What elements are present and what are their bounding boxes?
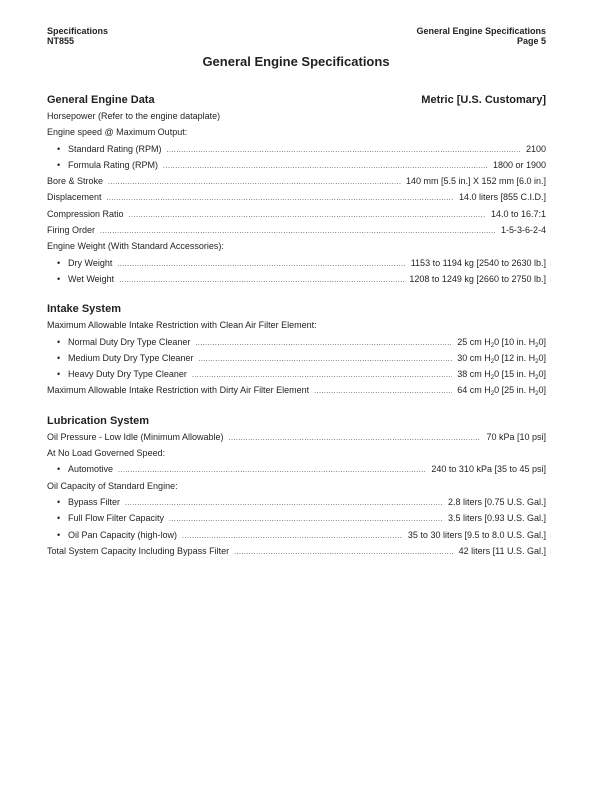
dot-leader	[314, 384, 452, 400]
spec-row-oil-pressure	[47, 429, 546, 445]
spec-label: Maximum Allowable Intake Restriction with Dirty Air Filter Element	[47, 385, 310, 396]
spec-row-heavy-duty	[47, 366, 546, 382]
bullet-icon: •	[57, 273, 61, 284]
spec-value: 240 to 310 kPa [35 to 45 psi]	[431, 464, 546, 475]
horsepower-note: Horsepower (Refer to the engine dataplate)	[47, 111, 221, 121]
dot-leader	[167, 143, 521, 159]
spec-value: 14.0 liters [855 C.I.D.]	[458, 192, 546, 203]
header-section-label: Specifications	[47, 26, 109, 36]
spec-value: 1-5-3-6-2-4	[500, 225, 546, 236]
spec-value: 2100	[525, 143, 546, 154]
spec-subheading	[47, 478, 546, 494]
section-title: Intake System	[47, 303, 121, 316]
spec-row-full-flow	[47, 510, 546, 526]
page-title: General Engine Specifications	[202, 54, 390, 69]
spec-value: 70 kPa [10 psi]	[486, 431, 546, 442]
running-header-right	[416, 26, 546, 46]
spec-label: Dry Weight	[68, 257, 113, 268]
bullet-icon: •	[57, 496, 61, 507]
spec-row-displacement	[47, 189, 546, 205]
spec-label: Oil Pan Capacity (high-low)	[68, 529, 178, 540]
spec-value: 3.5 liters [0.93 U.S. Gal.]	[447, 513, 546, 524]
spec-label: Wet Weight	[68, 273, 115, 284]
spec-row-dry-weight	[47, 255, 546, 271]
dot-leader	[169, 512, 443, 528]
bullet-icon: •	[57, 143, 61, 154]
spec-label: Bore & Stroke	[47, 176, 104, 187]
spec-note	[47, 108, 546, 124]
spec-row-bypass-filter	[47, 494, 546, 510]
spec-value: 1153 to 1194 kg [2540 to 2630 lb.]	[410, 257, 546, 268]
general-engine-data-heading	[47, 92, 546, 108]
spec-value: 14.0 to 16.7:1	[490, 208, 546, 219]
header-page-number: Page 5	[516, 36, 546, 46]
spec-row-dirty-filter	[47, 382, 546, 398]
spec-subheading	[47, 238, 546, 254]
spec-label: Firing Order	[47, 225, 96, 236]
spec-value: 38 cm $H_20$ [15 in. $H_20$]	[457, 369, 546, 382]
bullet-icon: •	[57, 513, 61, 524]
spec-label: Heavy Duty Dry Type Cleaner	[68, 369, 187, 380]
spec-subheading	[47, 445, 546, 461]
spec-row-total-system	[47, 543, 546, 559]
spec-row-normal-duty	[47, 334, 546, 350]
dot-leader	[195, 336, 452, 352]
spec-label: Automotive	[68, 464, 114, 475]
spec-label: Total System Capacity Including Bypass Filter	[47, 545, 230, 556]
dot-leader	[129, 208, 486, 224]
spec-row-medium-duty	[47, 350, 546, 366]
section-title: General Engine Data	[47, 94, 155, 106]
spec-value: 30 cm $H_20$ [12 in. $H_20$]	[457, 352, 546, 365]
spec-row-oil-pan	[47, 527, 546, 543]
units-heading: Metric [U.S. Customary]	[421, 94, 546, 106]
spec-row-compression-ratio	[47, 206, 546, 222]
spec-value: 25 cm $H_20$ [10 in. $H_20$]	[457, 336, 546, 349]
bullet-icon: •	[57, 336, 61, 347]
bullet-icon: •	[57, 159, 61, 170]
spec-label: Compression Ratio	[47, 208, 124, 219]
lubrication-system-heading	[47, 413, 546, 429]
spec-value: 1208 to 1249 kg [2660 to 2750 lb.]	[409, 273, 546, 284]
dot-leader	[198, 352, 452, 368]
spec-label: Oil Pressure - Low Idle (Minimum Allowable)	[47, 431, 224, 442]
running-header-left	[47, 26, 108, 46]
spec-row-bore-stroke	[47, 173, 546, 189]
dot-leader	[108, 175, 401, 191]
dot-leader	[125, 496, 443, 512]
bullet-icon: •	[57, 369, 61, 380]
spec-value: 140 mm [5.5 in.] X 152 mm [6.0 in.]	[405, 176, 546, 187]
spec-value: 35 to 30 liters [9.5 to 8.0 U.S. Gal.]	[407, 529, 546, 540]
spec-label: Normal Duty Dry Type Cleaner	[68, 336, 191, 347]
intake-system-heading	[47, 301, 546, 317]
spec-row-firing-order	[47, 222, 546, 238]
spec-value: 1800 or 1900	[492, 159, 546, 170]
bullet-icon: •	[57, 529, 61, 540]
spec-label: Formula Rating (RPM)	[68, 159, 159, 170]
dot-leader	[117, 257, 405, 273]
spec-label: Full Flow Filter Capacity	[68, 513, 165, 524]
spec-label: Displacement	[47, 192, 102, 203]
dot-leader	[119, 273, 404, 289]
oil-capacity-label: Oil Capacity of Standard Engine:	[47, 480, 178, 491]
section-title: Lubrication System	[47, 414, 150, 427]
dot-leader	[107, 191, 454, 207]
spec-subheading	[47, 317, 546, 333]
dot-leader	[229, 431, 482, 447]
spec-label: Bypass Filter	[68, 496, 121, 507]
spec-value: 64 cm $H_20$ [25 in. $H_20$]	[457, 385, 546, 398]
bullet-icon: •	[57, 352, 61, 363]
spec-row-formula-rating	[47, 157, 546, 173]
spec-label: Medium Duty Dry Type Cleaner	[68, 352, 194, 363]
spec-row-wet-weight	[47, 271, 546, 287]
spec-value: 2.8 liters [0.75 U.S. Gal.]	[447, 496, 546, 507]
spec-value: 42 liters [11 U.S. Gal.]	[458, 545, 546, 556]
spec-content	[47, 92, 546, 559]
header-chapter-title: General Engine Specifications	[416, 26, 546, 36]
clean-filter-label: Maximum Allowable Intake Restriction with Clean Air Filter Element:	[47, 320, 317, 331]
spec-row-automotive	[47, 461, 546, 477]
spec-label: Standard Rating (RPM)	[68, 143, 162, 154]
engine-weight-label: Engine Weight (With Standard Accessories):	[47, 241, 224, 252]
header-model: NT855	[47, 36, 75, 46]
no-load-label: At No Load Governed Speed:	[47, 448, 166, 459]
bullet-icon: •	[57, 464, 61, 475]
spec-row-standard-rating	[47, 141, 546, 157]
dot-leader	[234, 545, 454, 561]
engine-speed-label: Engine speed @ Maximum Output:	[47, 127, 188, 138]
spec-subheading	[47, 124, 546, 140]
bullet-icon: •	[57, 257, 61, 268]
